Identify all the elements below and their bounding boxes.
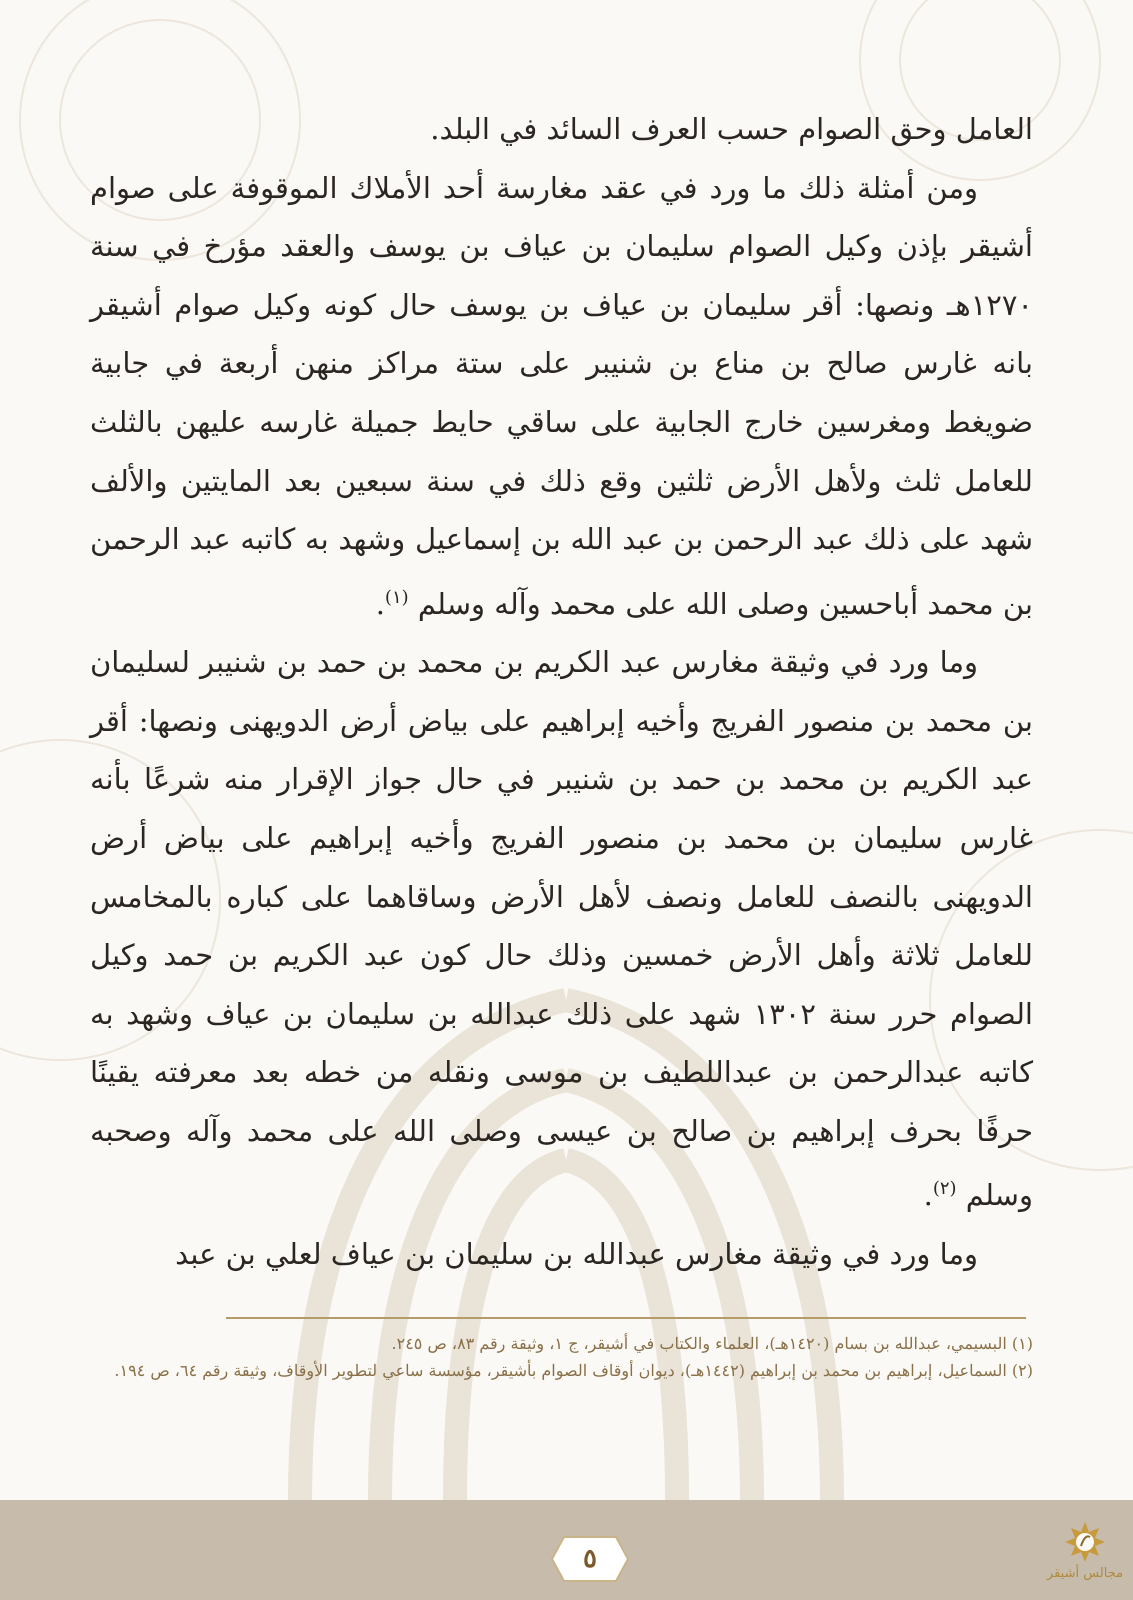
logo-text: مجالس أشيقر: [1046, 1566, 1124, 1581]
footnote-divider: [226, 1317, 1026, 1319]
footnotes: [90, 1330, 1033, 1384]
paragraph-3-text: وما ورد في وثيقة مغارس عبد الكريم بن محمد بن حمد بن شنيبر لسليمان بن محمد بن منصور الفريج وأخيه إبراهيم على بياض أرض الدويهنى ونصها: أقر عبد الكريم بن محمد بن حمد بن شنيبر في حال جواز الإقرار منه شرعًا بأنه غارس سليمان بن محمد بن منصور الفريج وأخيه إبراهيم على بياض أرض الدويهنى بالنصف للعامل ونصف لأهل الأرض وساقاهما على كباره بالمخامس للعامل ثلاثة وأهل الأرض خمسين وذلك حال كون عبد الكريم بن حمد وكيل الصوام حرر سنة ١٣٠٢ شهد على ذلك عبدالله بن سليمان بن عياف وشهد به كاتبه عبدالرحمن بن عبداللطيف بن موسى ونقله من خطه بعد معرفته يقينًا حرفًا بحرف إبراهيم بن صالح بن عيسى وصلى الله على محمد وآله وصحبه وسلم: [90, 645, 1033, 1213]
footnote-2: (٢) السماعيل، إبراهيم بن محمد بن إبراهيم (١٤٤٢هـ)، ديوان أوقاف الصوام بأشيقر، مؤسسة ساعي لتطوير الأوقاف، وثيقة رقم ٦٤، ص ١٩٤.: [114, 1361, 1033, 1380]
footnote-ref-1[interactable]: (١): [384, 586, 409, 608]
paragraph-2-text: ومن أمثلة ذلك ما ورد في عقد مغارسة أحد الأملاك الموقوفة على صوام أشيقر بإذن وكيل الصوام سليمان بن عياف بن يوسف والعقد مؤرخ في سنة ١٢٧٠هـ ونصها: أقر سليمان بن عياف بن يوسف حال كونه وكيل صوام أشيقر بانه غارس صالح بن مناع بن شنيبر على ستة مراكز منهن أربعة في جابية ضويغط ومغرسين خارج الجابية على ساقي حايط جميلة غارسه عليهن بالثلث للعامل ثلث ولأهل الأرض ثلثين وقع ذلك في سنة سبعين بعد المايتين والألف شهد على ذلك عبد الرحمن بن عبد الله بن إسماعيل وشهد به كاتبه عبد الرحمن بن محمد أباحسين وصلى الله على محمد وآله وسلم: [90, 170, 1033, 621]
page-number: ٥: [583, 1544, 597, 1574]
paragraph-2-period: .: [375, 586, 385, 621]
paragraph-4: وما ورد في وثيقة مغارس عبدالله بن سليمان بن عياف لعلي بن عبد: [175, 1236, 978, 1271]
star-emblem-icon: [1063, 1520, 1107, 1564]
footnote-1: (١) البسيمي، عبدالله بن بسام (١٤٢٠هـ)، العلماء والكتاب في أشيقر، ج ١، وثيقة رقم ٨٣، ص ٢٤٥.: [391, 1334, 1033, 1353]
main-text: [90, 100, 1033, 1283]
footnote-ref-2[interactable]: (٢): [932, 1178, 957, 1200]
paragraph-1: العامل وحق الصوام حسب العرف السائد في البلد.: [430, 112, 1033, 146]
site-logo[interactable]: [1045, 1520, 1125, 1596]
paragraph-2: [90, 159, 1033, 634]
paragraph-3-period: .: [923, 1178, 933, 1213]
paragraph-3: [90, 633, 1033, 1225]
